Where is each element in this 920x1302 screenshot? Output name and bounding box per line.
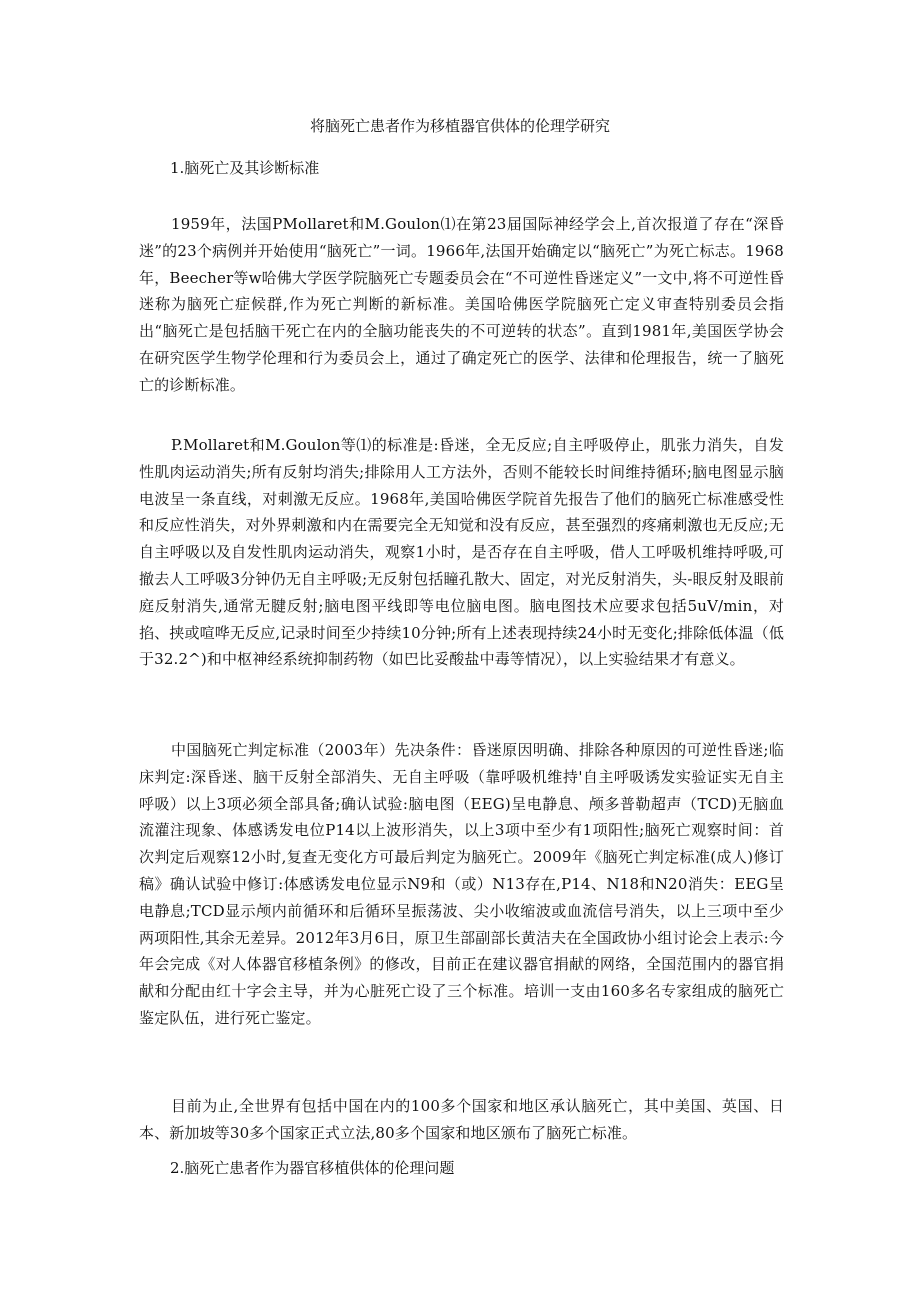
paragraph-diagnostic-criteria: P.Mollaret和M.Goulon等⑴的标准是:昏迷，全无反应;自主呼吸停止，肌张力消失，自发性肌肉运动消失;所有反射均消失;排除用人工方法外，否则不能较长时间维持循环;脑电图显示脑电波呈一条直线，对刺激无反应。1968年,美国哈佛医学院首先报告了他们的脑死亡标准感受性和反应性消失，对外界刺激和内在需要完全无知觉和没有反应，甚至强烈的疼痛刺激也无反应;无自主呼吸以及自发性肌肉运动消失，观察1小时，是否存在自主呼吸，借人工呼吸机维持呼吸,可撤去人工呼吸3分钟仍无自主呼吸;无反射包括瞳孔散大、固定，对光反射消失，头-眼反射及眼前庭反射消失,通常无腱反射;脑电图平线即等电位脑电图。脑电图技术应要求包括5uV/min，对掐、挟或喧哗无反应,记录时间至少持续10分钟;所有上述表现持续24小时无变化;排除低体温（低于32.2^)和中枢神经系统抑制药物（如巴比妥酸盐中毒等情况），以上实验结果才有意义。: [139, 436, 784, 669]
document-title: 将脑死亡患者作为移植器官供体的伦理学研究: [309, 117, 610, 135]
section-heading-2: 2.脑死亡患者作为器官移植供体的伦理问题: [170, 1159, 455, 1177]
paragraph-global-status: 目前为止,全世界有包括中国在内的100多个国家和地区承认脑死亡，其中美国、英国、日本、新加坡等30多个国家正式立法,80多个国家和地区颁布了脑死亡标准。: [139, 1097, 784, 1142]
section-heading-1: 1.脑死亡及其诊断标准: [170, 159, 320, 177]
paragraph-china-criteria: 中国脑死亡判定标准（2003年）先决条件：昏迷原因明确、排除各种原因的可逆性昏迷;临床判定:深昏迷、脑干反射全部消失、无自主呼吸（靠呼吸机维持'自主呼吸诱发实验证实无自主呼吸）以上3项必须全部具备;确认试验:脑电图（EEG)呈电静息、颅多普勒超声（TCD)无脑血流灌注现象、体感诱发电位P14以上波形消失，以上3项中至少有1项阳性;脑死亡观察时间：首次判定后观察12小时,复查无变化方可最后判定为脑死亡。2009年《脑死亡判定标准(成人)修订稿》确认试验中修订:体感诱发电位显示N9和（或）N13存在,P14、N18和N20消失：EEG呈电静息;TCD显示颅内前循环和后循环呈振荡波、尖小收缩波或血流信号消失，以上三项中至少两项阳性,其余无差异。2012年3月6日，原卫生部副部长黄洁夫在全国政协小组讨论会上表示:今年会完成《对人体器官移植条例》的修改，目前正在建议器官捐献的网络，全国范围内的器官捐献和分配由红十字会主导，并为心脏死亡设了三个标准。培训一支由160多名专家组成的脑死亡鉴定队伍，进行死亡鉴定。: [139, 741, 784, 1027]
paragraph-brain-death-history: 1959年，法国PMollaret和M.Goulon⑴在第23届国际神经学会上,首次报道了存在“深昏迷”的23个病例并开始使用“脑死亡”一词。1966年,法国开始确定以“脑死亡”为死亡标志。1968年，Beecher等w哈佛大学医学院脑死亡专题委员会在“不可逆性昏迷定义”一文中,将不可逆性昏迷称为脑死亡症候群,作为死亡判断的新标准。美国哈佛医学院脑死亡定义审查特别委员会指出“脑死亡是包括脑干死亡在内的全脑功能丧失的不可逆转的状态”。直到1981年,美国医学协会在研究医学生物学伦理和行为委员会上，通过了确定死亡的医学、法律和伦理报告，统一了脑死亡的诊断标准。: [139, 215, 784, 394]
